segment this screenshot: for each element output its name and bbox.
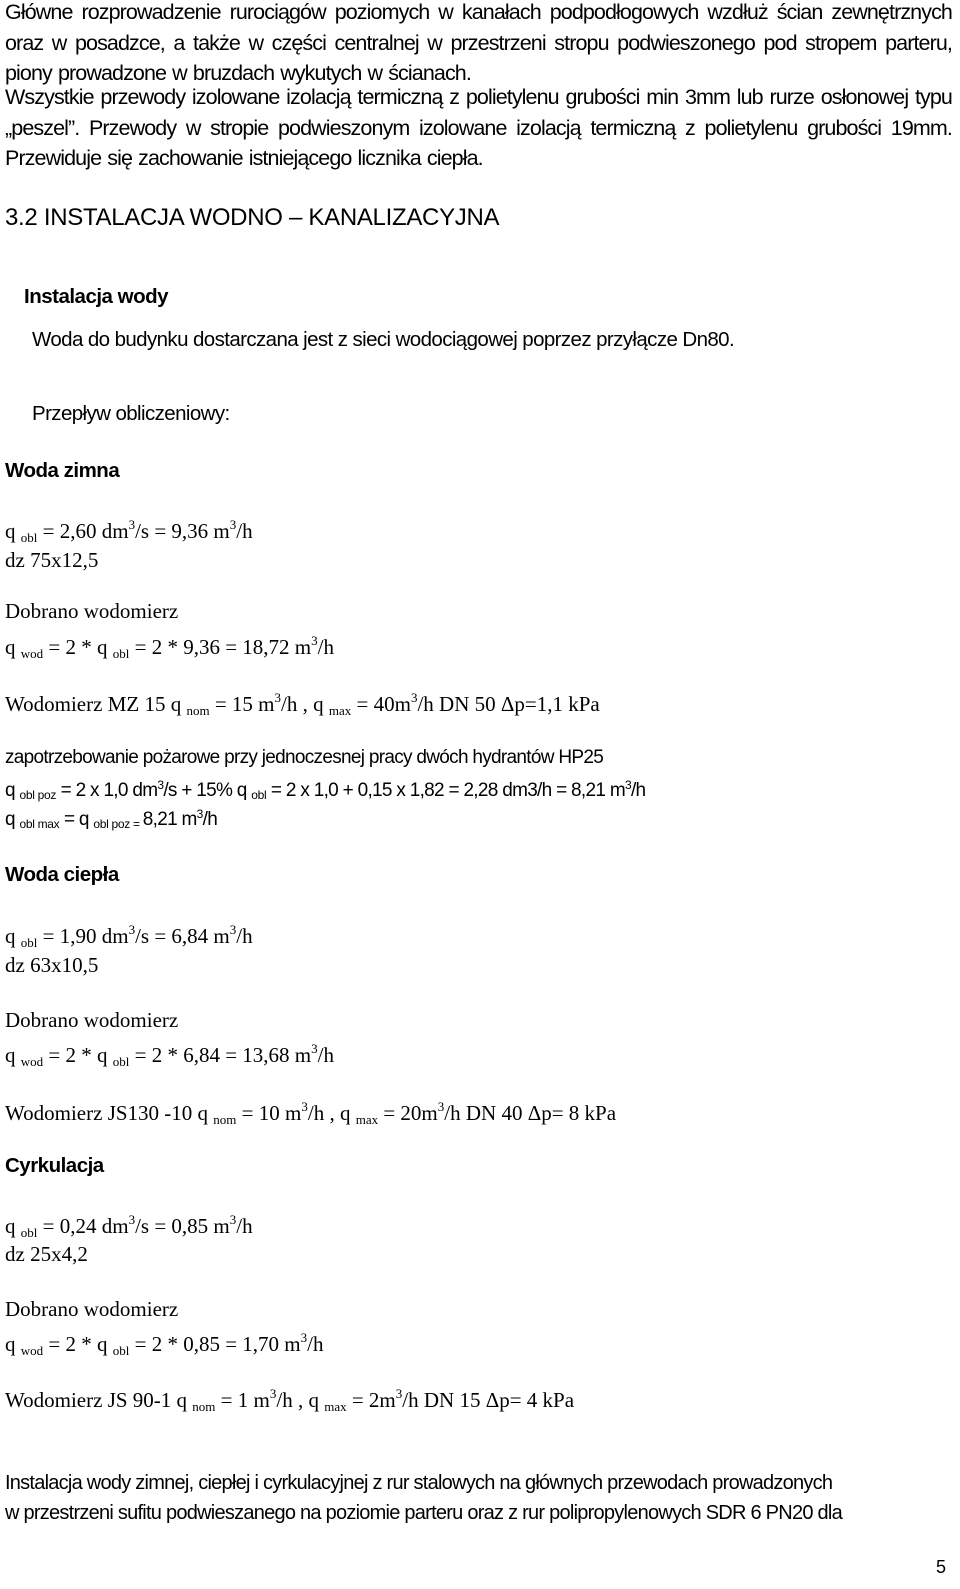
- hot-q-wod: q $_{wod}$ = 2 * q $_{obl}$ = 2 * 6,84 = 13,68 $m^3/h$: [5, 1041, 334, 1069]
- fire-q-line-1: q $_{obl poz}$ = 2 x 1,0 $dm^3/s + 15\%$ q $_{obl}$ = 2 x 1,0 + 0,15 x 1,82 = 2,28 dm3/h = 8,21 $m^3/h$: [5, 778, 646, 802]
- cold-meter-spec: Wodomierz MZ 15 q $_{nom}$ = 15 $m^3/h$ , q $_{max} = 40m^3/h$ DN 50 Δp=1,1 kPa: [5, 690, 600, 718]
- fire-demand-text: zapotrzebowanie pożarowe przy jednoczesnej pracy dwóch hydrantów HP25: [5, 747, 604, 768]
- flow-label: Przepływ obliczeniowy:: [32, 402, 230, 425]
- water-install-heading: Instalacja wody: [24, 285, 169, 308]
- circ-q-wod: q $_{wod}$ = 2 * q $_{obl}$ = 2 * 0,85 = 1,70 $m^3/h$: [5, 1330, 324, 1358]
- hot-meter-label: Dobrano wodomierz: [5, 1008, 179, 1032]
- cold-q-calc: q $_{obl}$ = 2,60 $dm^3/s = 9,36$ $m^3/h$: [5, 517, 253, 545]
- hot-meter-spec: Wodomierz JS130 -10 q $_{nom}$ = 10 $m^3/h$ , q $_{max} = 20m^3/h$ DN 40 Δp= 8 kPa: [5, 1099, 617, 1127]
- insulation-paragraph: Wszystkie przewody izolowane izolacją termiczną z polietylenu grubości min 3mm lub rurze osłonowej typu „peszel”. Przewody w stropie podwieszonym izolowane izolacją termiczną z polietylenu grubości 19mm. Przewiduje się zachowanie istniejącego licznika ciepła.: [5, 85, 952, 170]
- circ-q-calc: q $_{obl}$ = 0,24 $dm^3/s = 0,85$ $m^3/h$: [5, 1212, 253, 1240]
- page-number: 5: [936, 1557, 947, 1577]
- cold-q-wod: q $_{wod}$ = 2 * q $_{obl}$ = 2 * 9,36 = 18,72 $m^3/h$: [5, 633, 334, 661]
- circulation-heading: Cyrkulacja: [5, 1154, 104, 1177]
- hot-q-calc: q $_{obl}$ = 1,90 $dm^3/s = 6,84$ $m^3/h$: [5, 922, 253, 950]
- section-heading: 3.2 INSTALACJA WODNO – KANALIZACYJNA: [5, 204, 500, 231]
- fire-q-line-2: q $_{obl max}$ = q $_{obl poz =}$ 8,21 $m^3/h$: [5, 807, 218, 831]
- circ-pipe-size: dz 25x4,2: [5, 1242, 88, 1266]
- intro-paragraph: Główne rozprowadzenie rurociągów poziomych w kanałach podpodłogowych wzdłuż ścian zewnętrznych oraz w posadzce, a także w części centralnej w przestrzeni stropu podwieszonego pod stropem parteru, piony prowadzone w bruzdach wykutych w ścianach.: [5, 0, 952, 85]
- closing-line-2: w przestrzeni sufitu podwieszanego na poziomie parteru oraz z rur polipropylenowych SDR 6 PN20 dla: [5, 1502, 842, 1524]
- circ-meter-spec: Wodomierz JS 90-1 q $_{nom}$ = 1 $m^3/h$ , q $_{max} = 2m^3/h$ DN 15 Δp= 4 kPa: [5, 1386, 575, 1414]
- hot-pipe-size: dz 63x10,5: [5, 953, 99, 977]
- cold-water-heading: Woda zimna: [5, 459, 120, 482]
- water-supply-text: Woda do budynku dostarczana jest z sieci wodociągowej poprzez przyłącze Dn80.: [32, 328, 735, 351]
- cold-pipe-size: dz 75x12,5: [5, 548, 99, 572]
- closing-line-1: Instalacja wody zimnej, ciepłej i cyrkulacyjnej z rur stalowych na głównych przewodach prowadzonych: [5, 1472, 833, 1494]
- cold-meter-label: Dobrano wodomierz: [5, 599, 179, 623]
- circ-meter-label: Dobrano wodomierz: [5, 1297, 179, 1321]
- hot-water-heading: Woda ciepła: [5, 863, 119, 886]
